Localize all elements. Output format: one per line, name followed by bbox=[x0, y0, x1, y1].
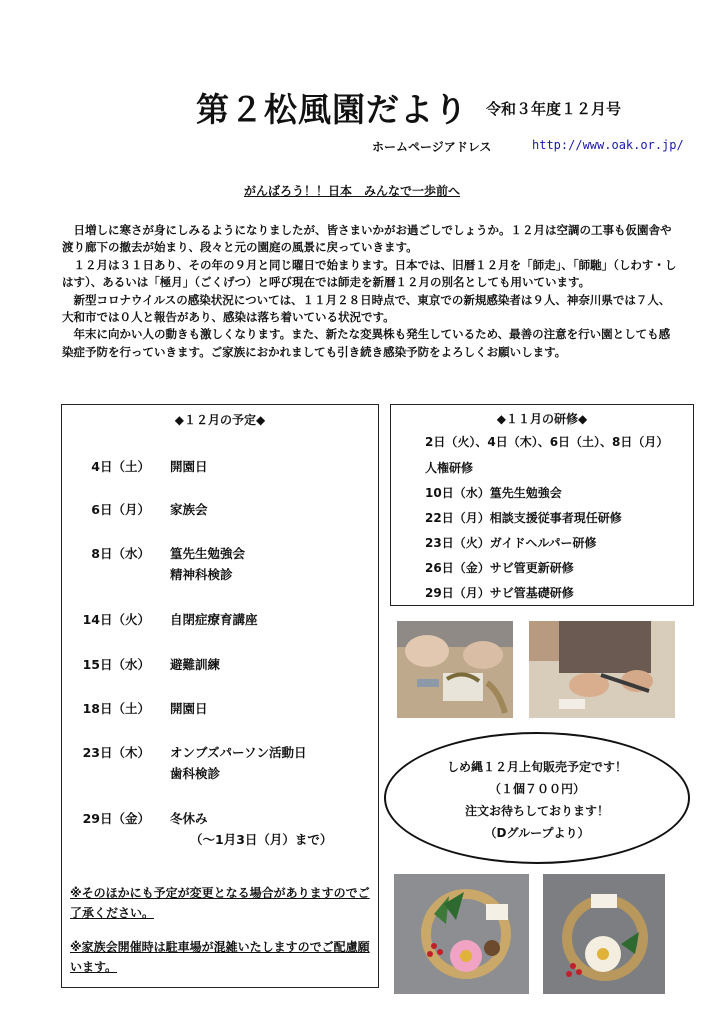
crafting-photo bbox=[529, 621, 675, 718]
schedule-event: 開園日 bbox=[170, 701, 208, 716]
december-schedule-box bbox=[61, 404, 379, 988]
training-item: 29日（月）サビ管基礎研修 bbox=[425, 586, 574, 600]
schedule-date: 23日（木） bbox=[82, 745, 150, 760]
schedule-event: 精神科検診 bbox=[170, 567, 233, 582]
schedule-item bbox=[62, 809, 208, 827]
wreath-photo bbox=[543, 874, 665, 994]
schedule-event: 歯科検診 bbox=[170, 766, 221, 781]
announcement-line: 注文お待ちしております！ bbox=[464, 804, 609, 818]
schedule-event: 自閉症療育講座 bbox=[170, 612, 258, 627]
training-title: ◆１１月の研修◆ bbox=[496, 412, 588, 426]
schedule-date: 18日（土） bbox=[82, 701, 150, 716]
homepage-label: ホームページアドレス bbox=[372, 140, 492, 154]
schedule-date: 29日（金） bbox=[82, 811, 150, 826]
schedule-event: オンブズパーソン活動日 bbox=[170, 745, 307, 760]
intro-paragraph: 日増しに寒さが身にしみるようになりましたが、皆さまいかがお過ごしでしょうか。１２月は空調の工事も仮園舎や渡り廊下の撤去が始まり、段々と元の園庭の風景に戻っていきます。 bbox=[62, 223, 672, 255]
training-item: 10日（水）篁先生勉強会 bbox=[425, 486, 562, 500]
schedule-event: 避難訓練 bbox=[170, 657, 221, 672]
schedule-date: 8日（水） bbox=[91, 546, 150, 561]
training-item: 22日（月）相談支援従事者現任研修 bbox=[425, 511, 622, 525]
wreath-photo bbox=[394, 874, 529, 994]
schedule-event: 冬休み bbox=[170, 811, 208, 826]
schedule-note: ※そのほかにも予定が変更となる場合がありますのでご了承ください。 bbox=[70, 886, 370, 920]
training-item: 23日（火）ガイドヘルパー研修 bbox=[425, 536, 597, 550]
training-item: 26日（金）サビ管更新研修 bbox=[425, 561, 574, 575]
announcement-line: （Dグループより） bbox=[484, 826, 590, 840]
schedule-event: 家族会 bbox=[170, 502, 208, 517]
schedule-date: 4日（土） bbox=[91, 459, 150, 474]
schedule-item bbox=[62, 699, 208, 717]
homepage-link[interactable]: http://www.oak.or.jp/ bbox=[532, 138, 684, 152]
announcement-line: しめ縄１２月上旬販売予定です！ bbox=[446, 760, 627, 774]
schedule-event: （～1月3日（月）まで） bbox=[190, 832, 333, 847]
november-training-box bbox=[390, 404, 694, 606]
page-title: 第２松風園だより bbox=[196, 90, 468, 129]
schedule-title: ◆１２月の予定◆ bbox=[174, 413, 266, 427]
shimenawa-sale-announcement bbox=[384, 732, 690, 864]
crafting-photo bbox=[397, 621, 513, 718]
schedule-item bbox=[62, 743, 307, 761]
schedule-date: 15日（水） bbox=[82, 657, 150, 672]
schedule-event: 開園日 bbox=[170, 459, 208, 474]
schedule-note: ※家族会開催時は駐車場が混雑いたしますのでご配慮願います。 bbox=[70, 940, 370, 974]
intro-paragraph: 年末に向かい人の動きも激しくなります。また、新たな変異株も発生しているため、最善の注意を行い園としても感染症予防を行っていきます。ご家族におかれましても引き続き感染予防をよろしくお願いします。 bbox=[62, 327, 671, 359]
schedule-item bbox=[62, 500, 208, 518]
intro-paragraph: １２月は３１日あり、その年の９月と同じ曜日で始まります。日本では、旧暦１２月を「師走」、「師馳」（しわす・しはす）、あるいは「極月」（ごくげつ）と呼び現在では師走を新暦１２月の別名としても用いています。 bbox=[62, 257, 677, 290]
intro-paragraph: 新型コロナウイルスの感染状況については、１１月２８日時点で、東京での新規感染者は９人、神奈川県では７人、大和市では０人と報告があり、感染は落ち着いている状況です。 bbox=[62, 292, 671, 325]
announcement-price: （１個７００円） bbox=[488, 782, 585, 796]
schedule-event: 篁先生勉強会 bbox=[170, 546, 246, 561]
schedule-item bbox=[62, 457, 208, 475]
training-item: 人権研修 bbox=[425, 461, 474, 475]
issue-label: 令和３年度１２月号 bbox=[486, 100, 622, 118]
headline: がんばろう！！日本 みんなで一歩前へ bbox=[244, 184, 461, 198]
schedule-item bbox=[62, 610, 258, 628]
training-dates: 2日（火）、4日（木）、6日（土）、8日（月） bbox=[425, 435, 669, 449]
intro-text bbox=[62, 222, 680, 361]
schedule-date: 14日（火） bbox=[82, 612, 150, 627]
schedule-item bbox=[62, 655, 220, 673]
schedule-date: 6日（月） bbox=[91, 502, 150, 517]
schedule-item bbox=[62, 544, 245, 562]
